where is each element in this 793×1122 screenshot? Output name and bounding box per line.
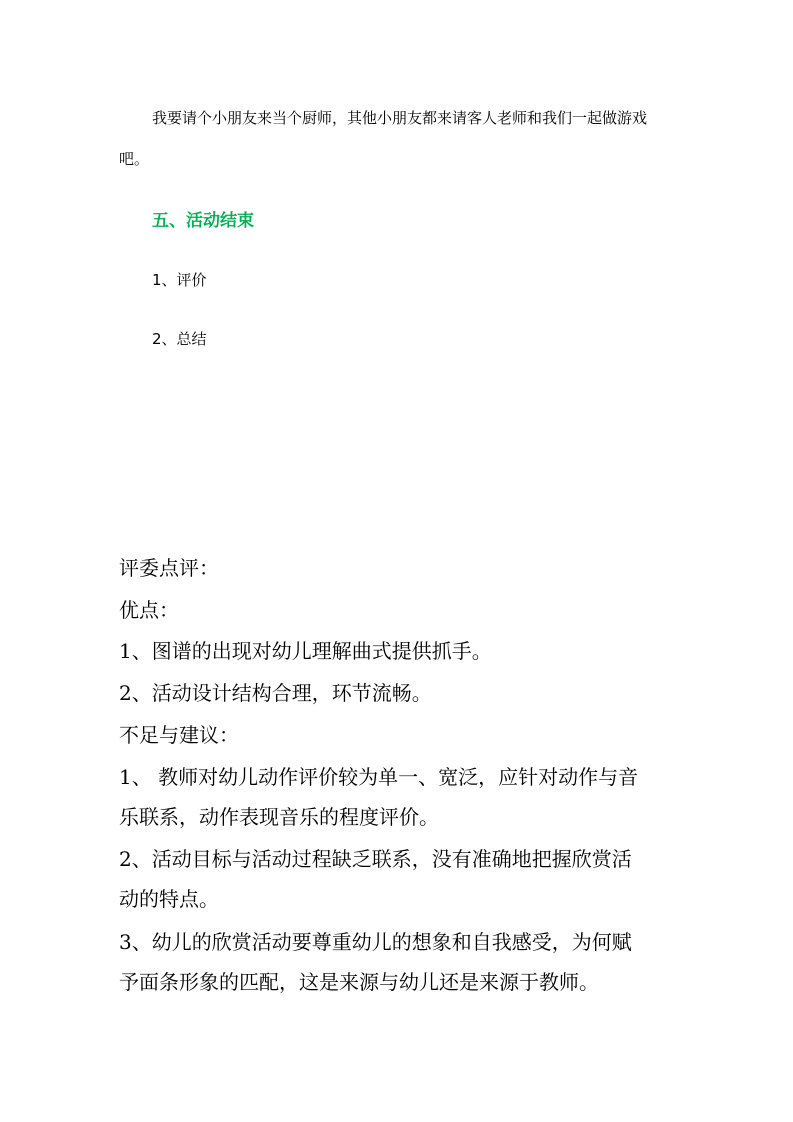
suggestion-item-3-line-1: 3、幼儿的欣赏活动要尊重幼儿的想象和自我感受，为何赋 xyxy=(119,930,632,954)
suggestions-heading: 不足与建议： xyxy=(119,723,239,747)
strength-item-2: 2、活动设计结构合理，环节流畅。 xyxy=(119,681,432,705)
suggestion-item-1-line-1: 1、 教师对幼儿动作评价较为单一、宽泛，应针对动作与音 xyxy=(119,765,639,789)
step-item-summary: 2、总结 xyxy=(152,330,207,348)
strength-item-1: 1、图谱的出现对幼儿理解曲式提供抓手。 xyxy=(119,639,492,663)
lesson-paragraph-line-2: 吧。 xyxy=(119,150,150,168)
step-item-evaluation: 1、评价 xyxy=(152,271,207,289)
suggestion-item-1-line-2: 乐联系，动作表现音乐的程度评价。 xyxy=(119,805,439,829)
strengths-heading: 优点： xyxy=(119,598,179,622)
suggestion-item-2-line-1: 2、活动目标与活动过程缺乏联系，没有准确地把握欣赏活 xyxy=(119,847,632,871)
suggestion-item-2-line-2: 动的特点。 xyxy=(119,887,219,911)
review-title: 评委点评： xyxy=(119,556,219,580)
lesson-paragraph-line-1: 我要请个小朋友来当个厨师，其他小朋友都来请客人老师和我们一起做游戏 xyxy=(152,109,648,127)
suggestion-item-3-line-2: 予面条形象的匹配，这是来源与幼儿还是来源于教师。 xyxy=(119,970,599,994)
section-heading-activity-end: 五、活动结束 xyxy=(152,211,254,231)
